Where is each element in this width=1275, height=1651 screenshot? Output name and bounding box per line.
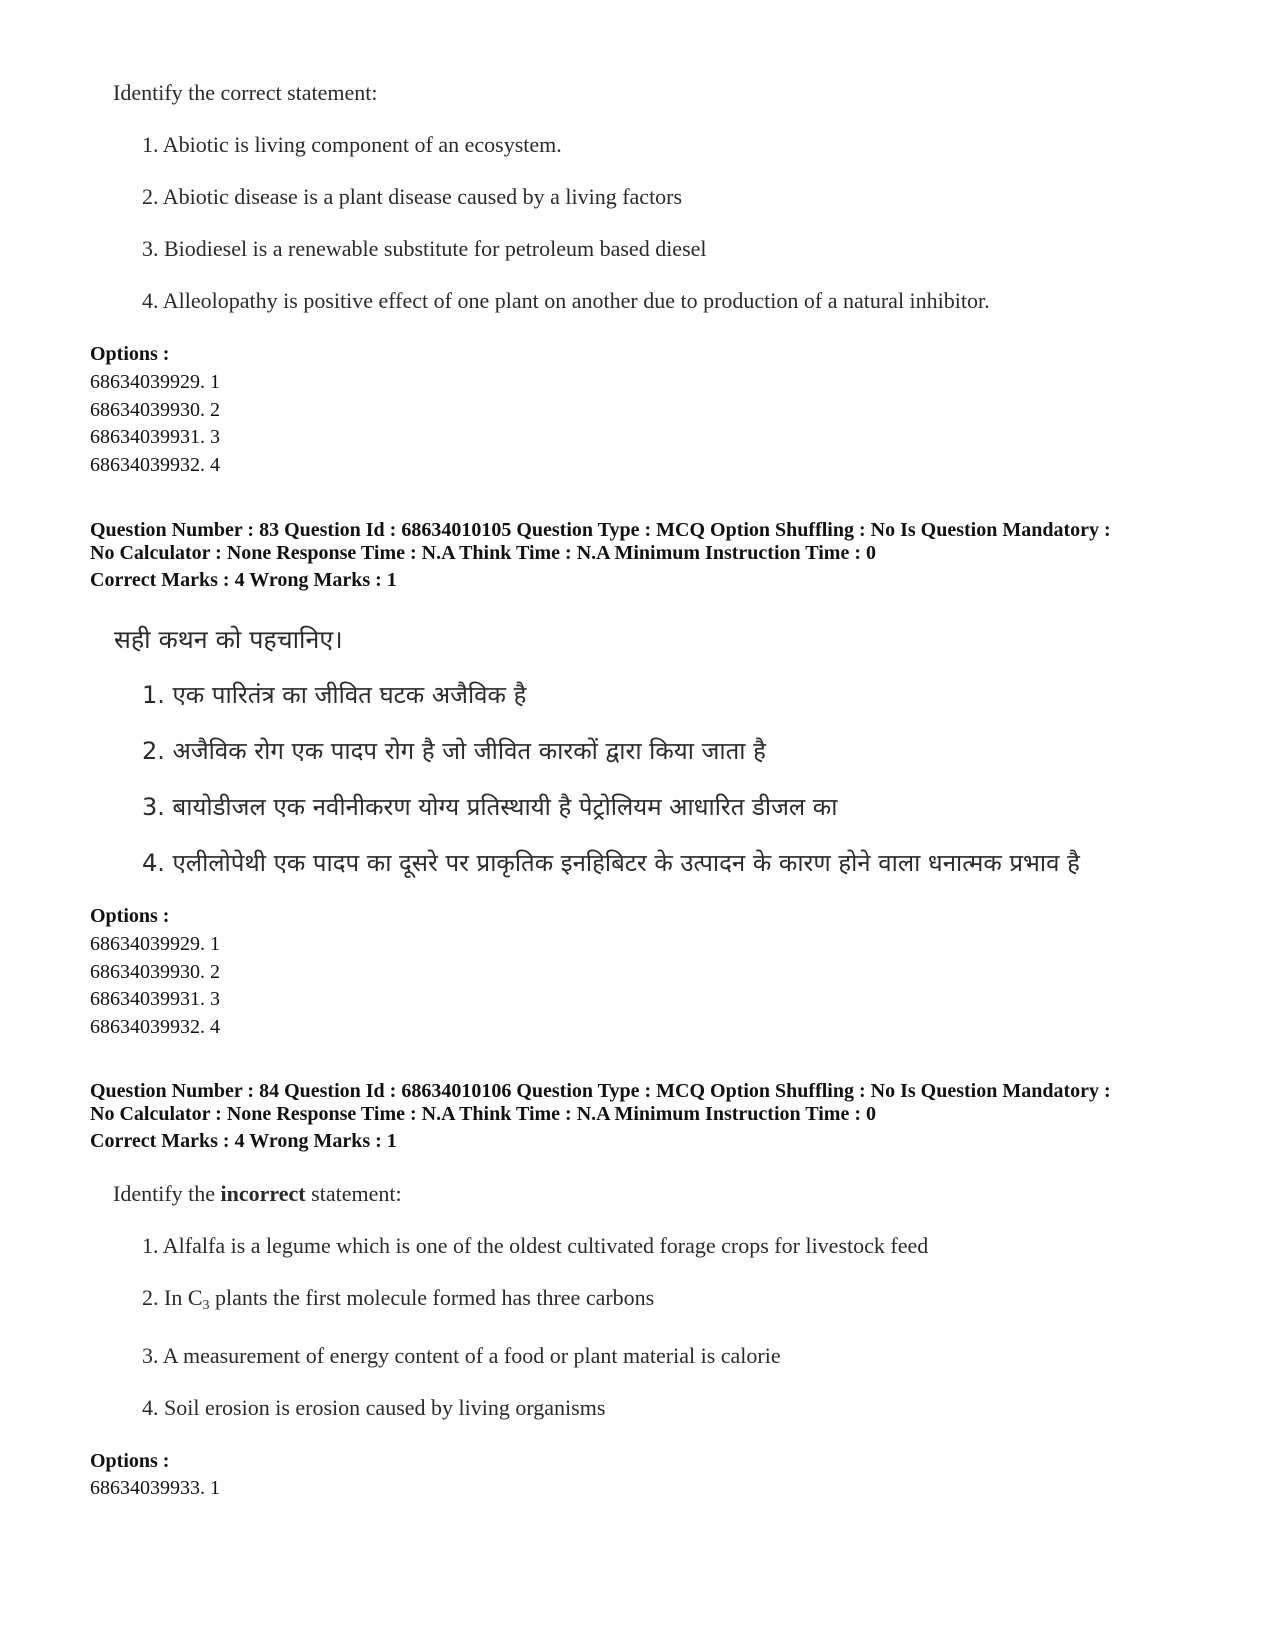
question-text: Identify the correct statement: <box>113 80 378 105</box>
question-meta: No Calculator : None Response Time : N.A Think Time : N.A Minimum Instruction Time : 0 <box>90 542 876 564</box>
statement-4: 4. एलीलोपेथी एक पादप का दूसरे पर प्राकृतिक इनहिबिटर के उत्पादन के कारण होने वाला धनात्मक प्रभाव है <box>142 849 1080 877</box>
statement-1: 1. Alfalfa is a legume which is one of the oldest cultivated forage crops for livestock feed <box>142 1233 929 1258</box>
option-item: 68634039930. 2 <box>90 961 220 983</box>
option-item: 68634039929. 1 <box>90 371 220 393</box>
options-label: Options : <box>90 905 170 927</box>
marks-info: Correct Marks : 4 Wrong Marks : 1 <box>90 1130 397 1152</box>
statement-1: 1. Abiotic is living component of an ecosystem. <box>142 132 562 157</box>
question-meta: Question Number : 84 Question Id : 68634010106 Question Type : MCQ Option Shuffling : No Is Question Mandatory : <box>90 1080 1111 1102</box>
option-item: 68634039930. 2 <box>90 399 220 421</box>
question-text-emphasis: incorrect <box>220 1181 306 1206</box>
option-item: 68634039933. 1 <box>90 1477 220 1499</box>
question-text-suffix: statement: <box>305 1181 402 1206</box>
statement-3: 3. Biodiesel is a renewable substitute for petroleum based diesel <box>142 236 707 261</box>
option-item: 68634039932. 4 <box>90 1016 220 1038</box>
statement-2-suffix: plants the first molecule formed has three carbons <box>209 1285 655 1310</box>
options-label: Options : <box>90 343 170 365</box>
question-text <box>113 1181 402 1207</box>
options-label: Options : <box>90 1450 170 1472</box>
statement-2-prefix: 2. In C <box>142 1285 203 1310</box>
subscript: 3 <box>202 1298 210 1313</box>
question-text-prefix: Identify the <box>113 1181 221 1206</box>
option-item: 68634039929. 1 <box>90 933 220 955</box>
option-item: 68634039931. 3 <box>90 988 220 1010</box>
question-text: सही कथन को पहचानिए। <box>114 625 343 654</box>
statement-2 <box>142 1285 654 1314</box>
statement-2: 2. Abiotic disease is a plant disease caused by a living factors <box>142 184 683 209</box>
option-item: 68634039931. 3 <box>90 426 220 448</box>
marks-info: Correct Marks : 4 Wrong Marks : 1 <box>90 569 397 591</box>
statement-4: 4. Alleolopathy is positive effect of one plant on another due to production of a natural inhibitor. <box>142 288 990 313</box>
statement-2: 2. अजैविक रोग एक पादप रोग है जो जीवित कारकों द्वारा किया जाता है <box>142 737 766 765</box>
statement-3: 3. बायोडीजल एक नवीनीकरण योग्य प्रतिस्थायी है पेट्रोलियम आधारित डीजल का <box>142 793 838 821</box>
statement-3: 3. A measurement of energy content of a food or plant material is calorie <box>142 1343 781 1368</box>
statement-4: 4. Soil erosion is erosion caused by living organisms <box>142 1395 606 1420</box>
statement-1: 1. एक पारितंत्र का जीवित घटक अजैविक है <box>142 681 527 709</box>
option-item: 68634039932. 4 <box>90 454 220 476</box>
question-meta: Question Number : 83 Question Id : 68634010105 Question Type : MCQ Option Shuffling : No Is Question Mandatory : <box>90 519 1111 541</box>
question-meta: No Calculator : None Response Time : N.A Think Time : N.A Minimum Instruction Time : 0 <box>90 1103 876 1125</box>
